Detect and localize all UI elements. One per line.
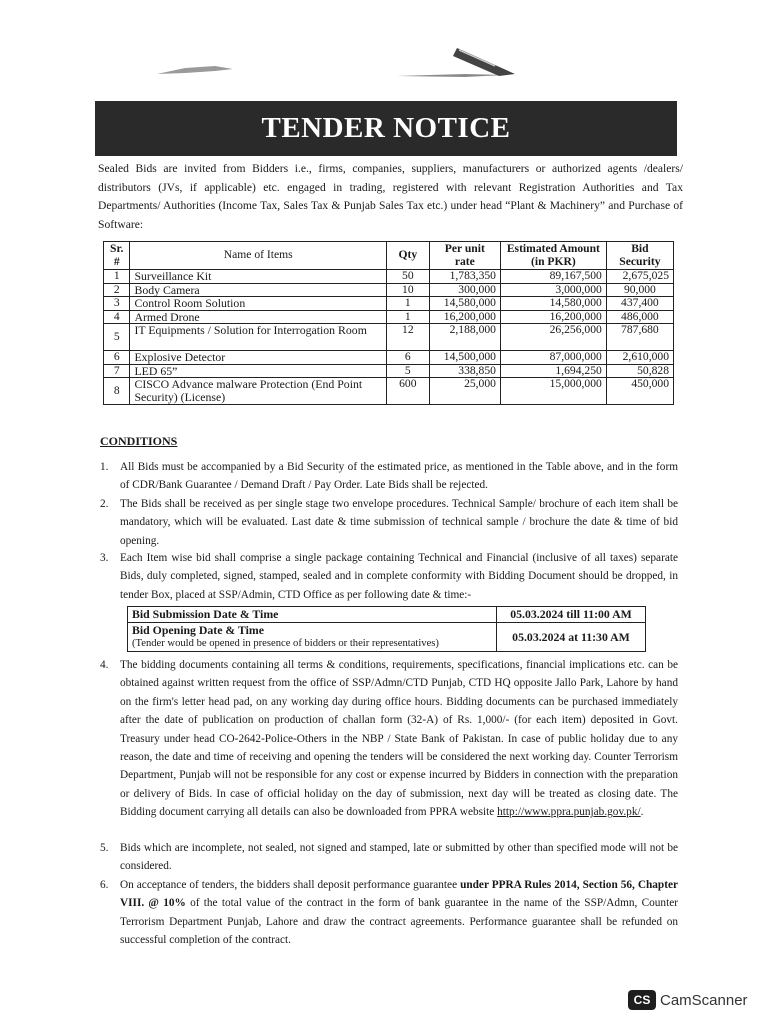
cell-security: 450,000: [606, 378, 673, 405]
condition-text: Each Item wise bid shall comprise a single package containing Technical and Financial (inclusive of all taxes) separate Bids, duly completed, signed, stamped, sealed and in complete conformity with Bidding Document should be dropped, in tender Box, placed at SSP/Admin, CTD Office as per following date & time:-: [120, 552, 678, 601]
cell-security: 90,000: [606, 283, 673, 297]
header-qty: Qty: [386, 242, 429, 270]
camscanner-watermark: [628, 990, 748, 1010]
cell-rate: 338,850: [429, 364, 500, 378]
header-name: Name of Items: [130, 242, 387, 270]
condition-4-end: .: [640, 806, 644, 819]
bid-submission-value: 05.03.2024 till 11:00 AM: [497, 607, 646, 623]
condition-text: [120, 656, 678, 822]
cell-sr: 6: [104, 351, 130, 365]
bid-submission-label: Bid Submission Date & Time: [128, 607, 497, 623]
condition-6-part-c: of the total value of the contract in the form of bank guarantee in the name of the SSP/Admn, Counter Terrorism Department Punjab, Lahore and draw the contract agreements. Performance guarantee shall be refunded on successful completion of the contract.: [120, 897, 678, 947]
cell-amount: 26,256,000: [500, 324, 606, 351]
cell-rate: 14,580,000: [429, 297, 500, 311]
table-row: [104, 364, 674, 378]
table-row: [104, 324, 674, 351]
cell-sr: 5: [104, 324, 130, 351]
cell-security: 2,610,000: [606, 351, 673, 365]
cell-amount: 15,000,000: [500, 378, 606, 405]
cell-qty: 12: [386, 324, 429, 351]
cell-sr: 7: [104, 364, 130, 378]
conditions-heading: CONDITIONS: [100, 434, 178, 448]
cell-sr: 1: [104, 270, 130, 284]
bid-opening-label: Bid Opening Date & Time: [132, 623, 264, 637]
cell-rate: 14,500,000: [429, 351, 500, 365]
header-security: Bid Security: [606, 242, 673, 270]
condition-number: 3.: [100, 552, 109, 564]
page-title: TENDER NOTICE: [261, 112, 511, 144]
table-row: [104, 283, 674, 297]
cell-qty: 600: [386, 378, 429, 405]
cell-rate: 25,000: [429, 378, 500, 405]
condition-text: Bids which are incomplete, not sealed, not signed and stamped, late or submitted by other than specified mode will not be considered.: [120, 842, 678, 873]
condition-number: 5.: [100, 842, 109, 854]
cell-rate: 16,200,000: [429, 310, 500, 324]
cell-qty: 50: [386, 270, 429, 284]
condition-6-part-a: On acceptance of tenders, the bidders shall deposit performance guarantee: [120, 879, 458, 891]
cell-amount: 3,000,000: [500, 283, 606, 297]
condition-4-body: The bidding documents containing all terms & conditions, requirements, specifications, financial implications etc. can be obtained against written request from the office of SSP/Admn/CTD Punjab, CTD HQ opposite Jallo Park, Lahore by hand on the firm's letter head pad, on any working day during office hours. Bidding documents can be purchased immediately after the date of publication on production of challan form (32-A) of Rs. 1,000/- (for each item) deposited in Govt. Treasury under head CO-2642-Police-Others in the NBP / State Bank of Pakistan. In case of public holiday due to any reason, the date and time of receiving and opening the tenders will be considered the next working day. Counter Terrorism Department, Punjab will not be responsible for any cost or expense incurred by Bidders in connection with the preparation or delivery of Bids. In case of official holiday on the day of submission, next day will be treated as closing date. The Bidding document carrying all details can also be downloaded from PPRA website: [120, 659, 678, 819]
condition-number: 2.: [100, 498, 109, 510]
header-sr: Sr. #: [104, 242, 130, 270]
cell-rate: 300,000: [429, 283, 500, 297]
bid-opening-value: 05.03.2024 at 11:30 AM: [497, 623, 646, 652]
items-table: [103, 241, 674, 405]
cell-qty: 1: [386, 297, 429, 311]
table-row: [104, 378, 674, 405]
condition-6: [100, 876, 678, 950]
cell-item-name: IT Equipments / Solution for Interrogation Room: [130, 324, 387, 351]
bid-opening-note: (Tender would be opened in presence of bidders or their representatives): [132, 638, 439, 649]
header-amount: Estimated Amount (in PKR): [500, 242, 606, 270]
pen-stroke-left-decoration: [155, 58, 235, 80]
cell-qty: 1: [386, 310, 429, 324]
cell-amount: 87,000,000: [500, 351, 606, 365]
cell-qty: 5: [386, 364, 429, 378]
table-row: [104, 297, 674, 311]
condition-2: [100, 495, 678, 550]
intro-paragraph: Sealed Bids are invited from Bidders i.e., firms, companies, suppliers, manufacturers or authorized agents /dealers/ distributors (JVs, if applicable) etc. engaged in trading, registered with relevant Registration Authorities and Tax Departments/ Authorities (Income Tax, Sales Tax & Punjab Sales Tax etc.) under head “Plant & Machinery” and Purchase of Software:: [98, 162, 683, 231]
cell-sr: 8: [104, 378, 130, 405]
bid-submission-row: [128, 607, 646, 623]
cell-security: 486,000: [606, 310, 673, 324]
cell-security: 437,400: [606, 297, 673, 311]
pen-nib-decoration: [395, 42, 520, 82]
cell-sr: 3: [104, 297, 130, 311]
condition-3: [100, 549, 678, 604]
table-row: [104, 310, 674, 324]
condition-5: [100, 839, 678, 876]
condition-number: 4.: [100, 659, 109, 671]
condition-number: 6.: [100, 879, 109, 891]
table-row: [104, 351, 674, 365]
condition-text: All Bids must be accompanied by a Bid Security of the estimated price, as mentioned in the Table above, and in the form of CDR/Bank Guarantee / Demand Draft / Pay Order. Late Bids shall be rejected.: [120, 461, 678, 492]
cell-amount: 16,200,000: [500, 310, 606, 324]
condition-number: 1.: [100, 461, 109, 473]
cell-amount: 14,580,000: [500, 297, 606, 311]
cell-amount: 89,167,500: [500, 270, 606, 284]
camscanner-logo-icon: CS: [628, 990, 656, 1010]
cell-qty: 10: [386, 283, 429, 297]
cell-sr: 4: [104, 310, 130, 324]
camscanner-brand: CamScanner: [660, 991, 748, 1009]
bid-opening-row: [128, 623, 646, 652]
cell-item-name: Control Room Solution: [130, 297, 387, 311]
table-row: [104, 270, 674, 284]
cell-sr: 2: [104, 283, 130, 297]
cell-item-name: Explosive Detector: [130, 351, 387, 365]
ppra-website-link[interactable]: http://www.ppra.punjab.gov.pk/: [497, 806, 641, 819]
cell-qty: 6: [386, 351, 429, 365]
condition-1: [100, 458, 678, 495]
cell-item-name: LED 65”: [130, 364, 387, 378]
cell-security: 787,680: [606, 324, 673, 351]
cell-security: 50,828: [606, 364, 673, 378]
cell-item-name: Surveillance Kit: [130, 270, 387, 284]
condition-text: [120, 876, 678, 950]
cell-item-name: CISCO Advance malware Protection (End Point Security) (License): [130, 378, 387, 405]
bid-dates-table: [127, 606, 646, 652]
cell-rate: 2,188,000: [429, 324, 500, 351]
title-banner: [95, 101, 677, 156]
cell-amount: 1,694,250: [500, 364, 606, 378]
items-table-header: [104, 242, 674, 270]
cell-rate: 1,783,350: [429, 270, 500, 284]
condition-4: [100, 656, 678, 822]
cell-item-name: Body Camera: [130, 283, 387, 297]
cell-security: 2,675,025: [606, 270, 673, 284]
cell-item-name: Armed Drone: [130, 310, 387, 324]
header-rate: Per unit rate: [429, 242, 500, 270]
condition-text: The Bids shall be received as per single stage two envelope procedures. Technical Sample/ brochure of each item shall be mandatory, which will be evaluated. Last date & time submission of technical sample / brochure the date & time of bid opening.: [120, 498, 678, 547]
bid-opening-cell: [128, 623, 497, 652]
condition-6-rule-reference: under PPRA Rules 2014, Section 56, Chapter VIII. @ 10%: [120, 879, 678, 910]
